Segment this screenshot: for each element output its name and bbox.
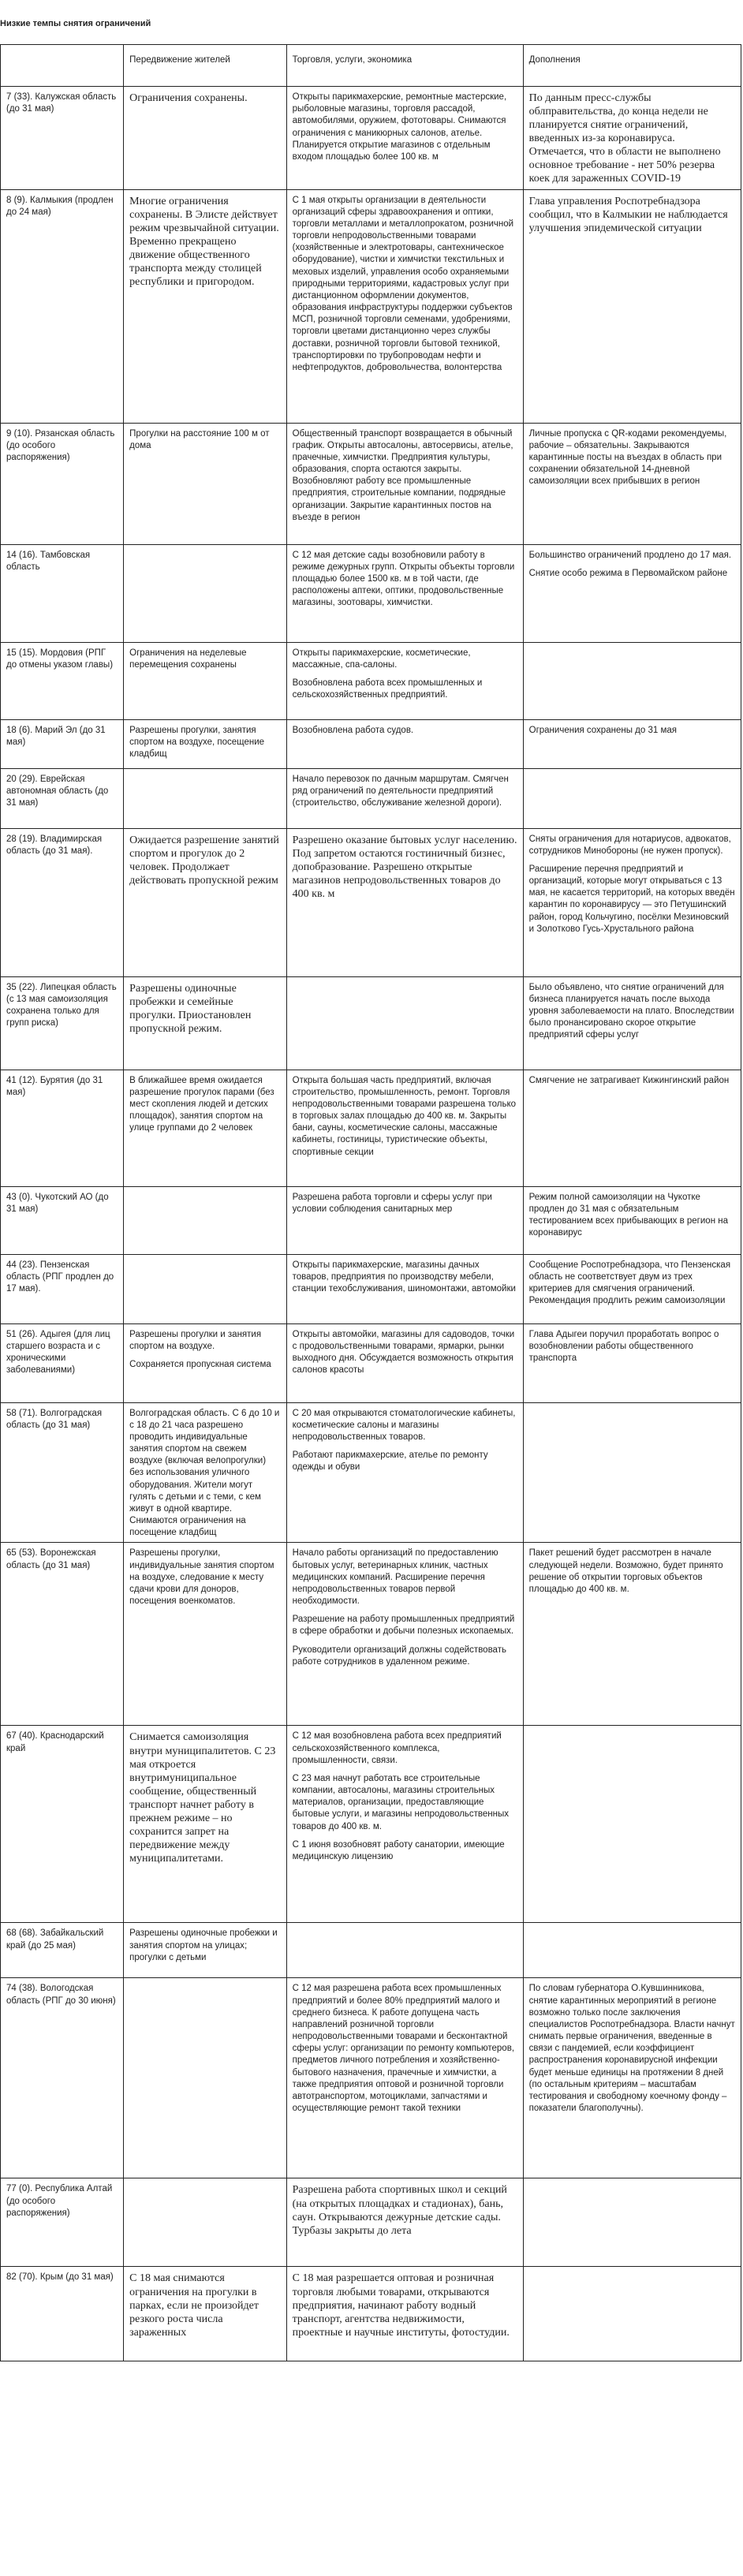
table-row: [1, 189, 741, 423]
table-row: [1, 2178, 741, 2267]
notes-cell: [523, 1254, 741, 1323]
table-row: [1, 544, 741, 642]
notes-cell-paragraph: Смягчение не затрагивает Кижингинский район: [528, 1075, 730, 1085]
header-movement: Передвижение жителей: [124, 45, 286, 87]
region-cell: 82 (70). Крым (до 31 мая): [1, 2267, 124, 2361]
trade-cell-paragraph: Открыты парикмахерские, ремонтные мастерские, рыболовные магазины, торговля рассадой, автомобилями, оружием, фототовары. Снимаются ограничения с маникюрных салонов, ателье. Планируется открытие магазинов с отдельным входом площадью более 100 кв. м: [292, 92, 507, 162]
trade-cell-paragraph: С 12 мая разрешена работа всех промышленных предприятий и более 80% предприятий малого и среднего бизнеса. К работе допущена часть направлений розничной торговли непродовольственными товарами и бесконтактной сферы услуг: организации по ремонту компьютеров, предметов личного потребления и хозяйственно-бытового назначения, прачечные и химчистки, а также предприятия оптовой и розничной торговли автотранспортом, мотоциклами, запчастями и осуществляющие ремонт такой техники: [292, 1984, 515, 2114]
table-row: [1, 1923, 741, 1978]
trade-cell: [286, 1254, 523, 1323]
trade-cell-paragraph: Начало работы организаций по предоставлению бытовых услуг, ветеринарных клиник, частных медицинских компаний. Расширение перечня непродовольственных товаров первой необходимости.: [292, 1548, 498, 1607]
movement-cell-paragraph: Ожидается разрешение занятий спортом и прогулок до 2 человек. Продолжает действовать пропускной режим: [129, 834, 279, 887]
notes-cell-paragraph: Расширение перечня предприятий и организаций, которые могут открываться с 13 мая, не касается территорий, на которых введён карантин по коронавирусу — это Петушинский район, город Кольчугино, посёлки Мезиновский и Золотково Гусь-Хрустального района: [528, 864, 735, 934]
trade-cell-paragraph: С 20 мая открываются стоматологические кабинеты, косметические салоны и магазины непродовольственных товаров.: [292, 1408, 516, 1442]
table-row: [1, 1402, 741, 1543]
notes-cell: [523, 976, 741, 1070]
notes-cell-paragraph: Сняты ограничения для нотариусов, адвокатов, сотрудников Минобороны (не нужен пропуск).: [528, 834, 731, 856]
movement-cell-paragraph: Разрешены прогулки, индивидуальные занятия спортом на воздухе, следование к месту сдачи крови для доноров, посещения военкоматов.: [129, 1548, 274, 1607]
trade-cell: [286, 1543, 523, 1726]
movement-cell-paragraph: Сохраняется пропускная система: [129, 1359, 271, 1369]
table-row: [1, 1186, 741, 1254]
table-row: [1, 642, 741, 719]
region-cell: 28 (19). Владимирская область (до 31 мая).: [1, 828, 124, 976]
trade-cell-paragraph: Разрешено оказание бытовых услуг населению. Под запретом остаются гостиничный бизнес, допобразование. Разрешено открытые магазинов непродовольственных товаров до 400 кв. м: [292, 834, 517, 900]
trade-cell-paragraph: Открыты парикмахерские, косметические, массажные, спа-салоны.: [292, 648, 471, 670]
table-row: [1, 768, 741, 828]
trade-cell: [286, 768, 523, 828]
region-cell: 15 (15). Мордовия (РПГ до отмены указом главы): [1, 642, 124, 719]
table-row: [1, 976, 741, 1070]
notes-cell: [523, 87, 741, 190]
movement-cell-paragraph: Ограничения на неделевые перемещения сохранены: [129, 648, 247, 670]
trade-cell: [286, 828, 523, 976]
notes-cell: [523, 544, 741, 642]
table-row: [1, 87, 741, 190]
notes-cell: [523, 1323, 741, 1402]
trade-cell: [286, 87, 523, 190]
notes-cell-paragraph: Режим полной самоизоляции на Чукотке продлен до 31 мая с обязательным тестированием всех прибывающих в регион на коронавирус: [528, 1192, 728, 1238]
header-notes: Дополнения: [523, 45, 741, 87]
region-cell: 74 (38). Вологодская область (РПГ до 30 июня): [1, 1978, 124, 2178]
movement-cell-paragraph: Разрешены одиночные пробежки и семейные прогулки. Приостановлен пропускной режим.: [129, 982, 252, 1035]
movement-cell-paragraph: Ограничения сохранены.: [129, 92, 248, 104]
trade-cell-paragraph: Разрешена работа торговли и сферы услуг при условии соблюдения санитарных мер: [292, 1192, 492, 1214]
movement-cell-paragraph: Разрешены одиночные пробежки и занятия спортом на улицах; прогулки с детьми: [129, 1928, 278, 1962]
trade-cell: [286, 544, 523, 642]
notes-cell-paragraph: Ограничения сохранены до 31 мая: [528, 725, 677, 735]
trade-cell: [286, 1070, 523, 1186]
trade-cell-paragraph: Работают парикмахерские, ателье по ремонту одежды и обуви: [292, 1450, 488, 1473]
region-cell: 35 (22). Липецкая область (с 13 мая самоизоляция сохранена только для групп риска): [1, 976, 124, 1070]
trade-cell: [286, 1323, 523, 1402]
trade-cell-paragraph: Разрешена работа спортивных школ и секций (на открытых площадках и стадионах), бань, саун. Открываются дежурные детские сады. Турбазы закрыты до лета: [292, 2184, 507, 2237]
trade-cell: [286, 423, 523, 544]
movement-cell: [124, 87, 286, 190]
trade-cell-paragraph: С 1 июня возобновят работу санатории, имеющие медицинскую лицензию: [292, 1839, 505, 1861]
trade-cell: [286, 1726, 523, 1923]
trade-cell: [286, 976, 523, 1070]
notes-cell: [523, 1726, 741, 1923]
movement-cell: [124, 719, 286, 768]
movement-cell-paragraph: Снимается самоизоляция внутри муниципалитетов. С 23 мая откроется внутримуниципальное сообщение, общественный транспорт начнет работу в прежнем режиме – но сохранится запрет на передвижение между муниципалитетами.: [129, 1731, 276, 1865]
trade-cell-paragraph: Открыта большая часть предприятий, включая строительство, промышленность, ремонт. Торговля непродовольственными товарами разрешена только в торговых залах площадью до 400 кв. м. Закрыты бани, сауны, косметические салоны, массажные кабинеты, гостиницы, туристические объекты, спортивные секции: [292, 1075, 517, 1157]
notes-cell: [523, 1543, 741, 1726]
notes-cell: [523, 1923, 741, 1978]
notes-cell: [523, 1402, 741, 1543]
movement-cell-paragraph: Разрешены прогулки, занятия спортом на воздухе, посещение кладбищ: [129, 725, 265, 759]
notes-cell-paragraph: Глава управления Роспотребнадзора сообщил, что в Калмыкии не наблюдается улучшения эпидемической ситуации: [528, 195, 728, 234]
title-spacer: [0, 27, 743, 44]
notes-cell-paragraph: По данным пресс-службы облправительства, до конца недели не планируется снятие ограничений, введенных из-за коронавируса. Отмечается, что в области не выполнено основное требование - нет 50% резерва коек для зараженных COVID-19: [528, 92, 721, 185]
movement-cell: [124, 544, 286, 642]
movement-cell: [124, 1923, 286, 1978]
region-cell: 8 (9). Калмыкия (продлен до 24 мая): [1, 189, 124, 423]
trade-cell: [286, 2267, 523, 2361]
notes-cell-paragraph: Было объявлено, что снятие ограничений для бизнеса планируется начать после выхода уровня заболеваемости на плато. Впоследствии было пронансировано скорое открытие предприятий сферы услуг: [528, 982, 734, 1040]
region-cell: 68 (68). Забайкальский край (до 25 мая): [1, 1923, 124, 1978]
notes-cell-paragraph: По словам губернатора О.Кувшинникова, снятие карантинных мероприятий в регионе возможно только после заключения специалистов Роспотребнадзора. Власти начнут снимать первые ограничения, введенные в связи с пандемией, если коэффициент распространения коронавирусной инфекции будет меньше единицы на протяжении 8 дней (по остальным критериям – масштабам тестирования и свободному коечному фонду – показатели благополучны).: [528, 1984, 735, 2114]
region-cell: 58 (71). Волгоградская область (до 31 мая): [1, 1402, 124, 1543]
trade-cell-paragraph: Общественный транспорт возвращается в обычный график. Открыты автосалоны, автосервисы, ателье, прачечные, химчистки. Предприятия культуры, образования, спорта остаются закрыты. Возобновляют работу все промышленные предприятия, строительные компании, подрядные организации. Закрытие карантинных постов на въезде в регион: [292, 428, 513, 522]
document-title: Низкие темпы снятия ограничений: [0, 19, 151, 28]
movement-cell: [124, 828, 286, 976]
trade-cell-paragraph: Начало перевозок по дачным маршрутам. Смягчен ряд ограничений по деятельности предприятий (строительство, обслуживание железной дороги).: [292, 774, 509, 808]
trade-cell-paragraph: Возобновлена работа судов.: [292, 725, 414, 735]
trade-cell-paragraph: С 18 мая разрешается оптовая и розничная торговля любыми товарами, открываются предприятия, начинают работу водный транспорт, агентства недвижимости, проектные и научные институты, фотостудии.: [292, 2272, 510, 2339]
table-row: [1, 1070, 741, 1186]
restrictions-table: [0, 44, 741, 2361]
trade-cell-paragraph: С 23 мая начнут работать все строительные компании, автосалоны, магазины строительных материалов, организации, предоставляющие бытовые услуги, и магазины непродовольственных товаров до 400 кв. м.: [292, 1773, 510, 1831]
trade-cell-paragraph: С 12 мая возобновлена работа всех предприятий сельскохозяйственного комплекса, промышленности, связи.: [292, 1731, 502, 1765]
region-cell: 9 (10). Рязанская область (до особого распоряжения): [1, 423, 124, 544]
table-row: [1, 1726, 741, 1923]
movement-cell: [124, 2178, 286, 2267]
trade-cell-paragraph: Разрешение на работу промышленных предприятий в сфере обработки и добычи полезных ископаемых.: [292, 1615, 515, 1637]
region-cell: 41 (12). Бурятия (до 31 мая): [1, 1070, 124, 1186]
notes-cell: [523, 828, 741, 976]
table-row: [1, 1323, 741, 1402]
notes-cell: [523, 642, 741, 719]
trade-cell-paragraph: С 12 мая детские сады возобновили работу в режиме дежурных групп. Открыты объекты торговли площадью более 1500 кв. м в той части, где расположены аптеки, оптики, продовольственные магазины, зоотовары, химчистки.: [292, 550, 515, 608]
notes-cell: [523, 719, 741, 768]
notes-cell-paragraph: Глава Адыгеи поручил проработать вопрос о возобновлении работы общественного транспорта: [528, 1329, 719, 1363]
header-region: [1, 45, 124, 87]
region-cell: 18 (6). Марий Эл (до 31 мая): [1, 719, 124, 768]
trade-cell-paragraph: Открыты автомойки, магазины для садоводов, точки с продовольственными товарами, ярмарки, рынки выходного дня. Обсуждается возможность открытия салонов красоты: [292, 1329, 515, 1376]
region-cell: 67 (40). Краснодарский край: [1, 1726, 124, 1923]
trade-cell: [286, 2178, 523, 2267]
movement-cell: [124, 1726, 286, 1923]
notes-cell: [523, 2267, 741, 2361]
table-header-row: [1, 45, 741, 87]
movement-cell: [124, 1186, 286, 1254]
movement-cell-paragraph: Многие ограничения сохранены. В Элисте действует режим чрезвычайной ситуации. Временно прекращено движение общественного транспорта между столицей республики и пригородом.: [129, 195, 279, 289]
trade-cell: [286, 189, 523, 423]
trade-cell-paragraph: Возобновлена работа всех промышленных и сельскохозяйственных предприятий.: [292, 678, 483, 700]
notes-cell: [523, 1186, 741, 1254]
trade-cell: [286, 1978, 523, 2178]
movement-cell: [124, 768, 286, 828]
notes-cell: [523, 1978, 741, 2178]
notes-cell-paragraph: Пакет решений будет рассмотрен в начале следующей недели. Возможно, будет принято решение об открытии торговых объектов площадью до 400 кв. м.: [528, 1548, 723, 1594]
table-row: [1, 423, 741, 544]
movement-cell-paragraph: Волгоградская область. С 6 до 10 и с 18 до 21 часа разрешено проводить индивидуальные занятия спортом на свежем воздухе (включая велопрогулки) без использования уличного оборудования. Жители могут гулять с детьми и с теми, с кем живут в одной квартире. Снимаются ограничения на посещение кладбищ: [129, 1408, 280, 1538]
notes-cell: [523, 1070, 741, 1186]
trade-cell: [286, 719, 523, 768]
region-cell: 14 (16). Тамбовская область: [1, 544, 124, 642]
notes-cell: [523, 189, 741, 423]
region-cell: 7 (33). Калужская область (до 31 мая): [1, 87, 124, 190]
table-row: [1, 1543, 741, 1726]
movement-cell: [124, 1070, 286, 1186]
trade-cell-paragraph: Открыты парикмахерские, магазины дачных товаров, предприятия по производству мебели, станции техобслуживания, шиномонтажи, автомойки: [292, 1260, 516, 1294]
region-cell: 51 (26). Адыгея (для лиц старшего возраста и с хроническими заболеваниями): [1, 1323, 124, 1402]
region-cell: 43 (0). Чукотский АО (до 31 мая): [1, 1186, 124, 1254]
trade-cell: [286, 1923, 523, 1978]
movement-cell: [124, 423, 286, 544]
movement-cell: [124, 1254, 286, 1323]
trade-cell: [286, 642, 523, 719]
table-row: [1, 1254, 741, 1323]
trade-cell: [286, 1402, 523, 1543]
movement-cell: [124, 2267, 286, 2361]
trade-cell-paragraph: Руководители организаций должны содействовать работе сотрудников в удаленном режиме.: [292, 1645, 506, 1667]
movement-cell-paragraph: Разрешены прогулки и занятия спортом на воздухе.: [129, 1329, 262, 1351]
region-cell: 20 (29). Еврейская автономная область (до 31 мая): [1, 768, 124, 828]
movement-cell-paragraph: Прогулки на расстояние 100 м от дома: [129, 428, 270, 450]
notes-cell: [523, 2178, 741, 2267]
table-body: [1, 45, 741, 2361]
region-cell: 77 (0). Республика Алтай (до особого распоряжения): [1, 2178, 124, 2267]
notes-cell-paragraph: Снятие особо режима в Первомайском районе: [528, 568, 728, 578]
movement-cell-paragraph: В ближайшее время ожидается разрешение прогулок парами (без мест скопления людей и детских площадок), занятия спортом на улице группами до 2 человек: [129, 1075, 274, 1133]
movement-cell: [124, 1402, 286, 1543]
movement-cell: [124, 1323, 286, 1402]
region-cell: 65 (53). Воронежская область (до 31 мая): [1, 1543, 124, 1726]
table-row: [1, 2267, 741, 2361]
movement-cell: [124, 976, 286, 1070]
movement-cell: [124, 1543, 286, 1726]
trade-cell-paragraph: С 1 мая открыты организации в деятельности организаций сферы здравоохранения и оптики, торговли металлами и металлопрокатом, розничной торговли непродовольственными товарами (хозяйственные и электротовары, сантехническое оборудование), чистки и химчистки текстильных и меховых изделий, управления особо охраняемыми природными территориями, кадастровых услуг при дистанционном оформлении документов, образования инфраструктуры поддержки субъектов МСП, розничной торговли семенами, удобрениями, торговли цветами дистанционно через службы доставки, розничной торговли бытовой техникой, транспортировки по трубопроводам нефти и нефтепродуктов, добровольчества, волонтерства: [292, 195, 514, 372]
notes-cell: [523, 768, 741, 828]
table-row: [1, 1978, 741, 2178]
table-row: [1, 828, 741, 976]
movement-cell: [124, 189, 286, 423]
notes-cell-paragraph: Личные пропуска с QR-кодами рекомендуемы, рабочие – обязательны. Закрываются карантинные посты на въездах в область при сохранении обязательной 14-дневной самоизоляции всех прибывших в регион: [528, 428, 727, 487]
trade-cell: [286, 1186, 523, 1254]
notes-cell: [523, 423, 741, 544]
notes-cell-paragraph: Большинство ограничений продлено до 17 мая.: [528, 550, 732, 560]
notes-cell-paragraph: Сообщение Роспотребнадзора, что Пензенская область не соответствует двум из трех критериев для смягчения ограничений. Рекомендация продлить режим самоизоляции: [528, 1260, 731, 1306]
header-trade: Торговля, услуги, экономика: [286, 45, 523, 87]
movement-cell: [124, 1978, 286, 2178]
movement-cell: [124, 642, 286, 719]
movement-cell-paragraph: С 18 мая снимаются ограничения на прогулки в парках, если не произойдет резкого роста числа зараженных: [129, 2272, 259, 2339]
region-cell: 44 (23). Пензенская область (РПГ продлен до 17 мая).: [1, 1254, 124, 1323]
table-row: [1, 719, 741, 768]
